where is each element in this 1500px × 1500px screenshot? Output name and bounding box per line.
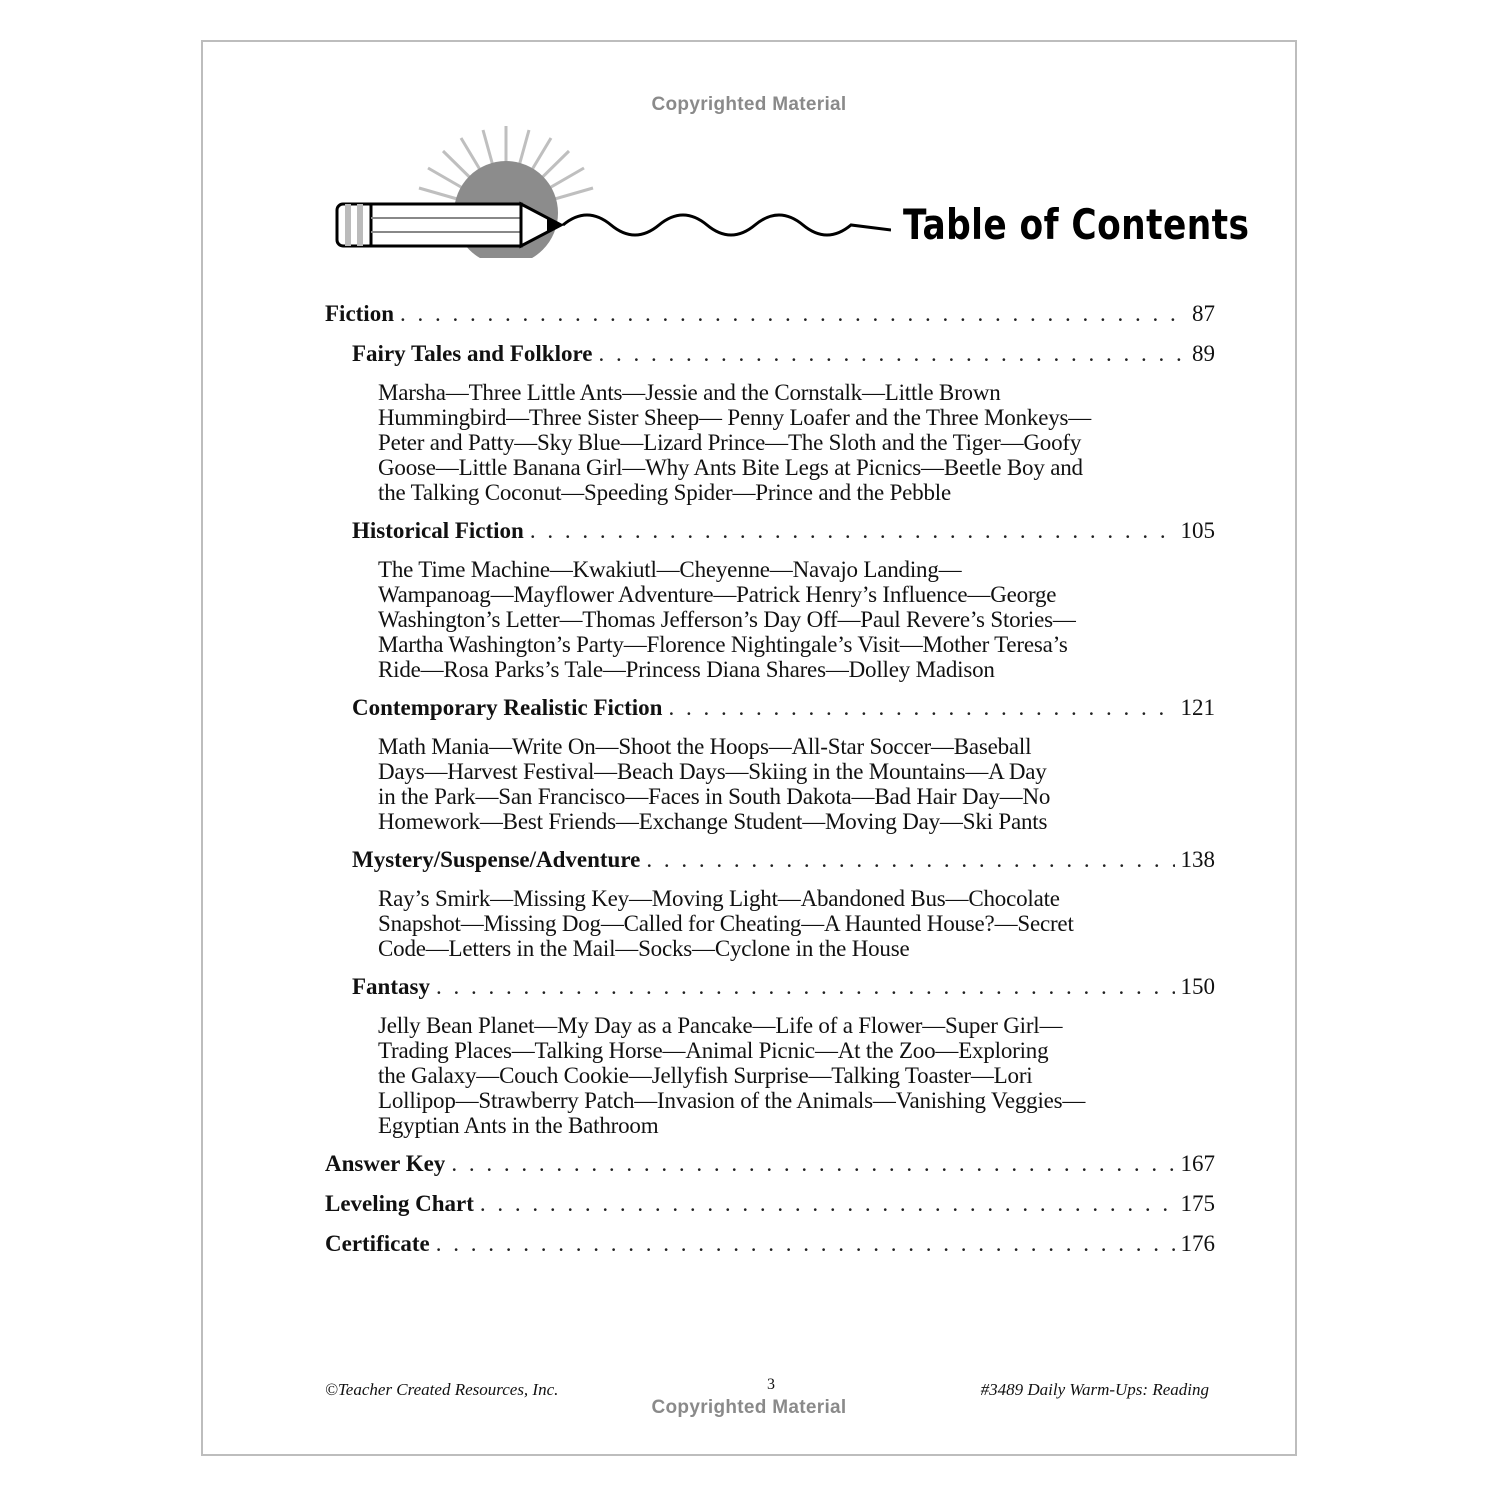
toc-label: Fantasy [352,974,430,999]
description-line: the Talking Coconut—Speeding Spider—Prince and the Pebble [378,480,951,505]
toc-page-number: 167 [1180,1151,1215,1176]
table-of-contents [325,288,1215,1258]
description-line: Martha Washington’s Party—Florence Nightingale’s Visit—Mother Teresa’s [378,632,1068,657]
leader-dots [646,846,1174,874]
leader-dots [436,973,1175,1001]
publisher-credit: ©Teacher Created Resources, Inc. [325,1380,559,1399]
description-line: Peter and Patty—Sky Blue—Lizard Prince—The Sloth and the Tiger—Goofy [378,430,1082,455]
description-line: Math Mania—Write On—Shoot the Hoops—All-Star Soccer—Baseball [378,734,1032,759]
description-line: Hummingbird—Three Sister Sheep— Penny Loafer and the Three Monkeys— [378,405,1092,430]
toc-label: Contemporary Realistic Fiction [352,695,663,720]
leader-dots [530,517,1175,545]
page-title: Table of Contents [903,200,1250,249]
leader-dots [400,300,1186,328]
pencil-icon [337,204,563,246]
pencil-sun-illustration [331,118,891,258]
toc-entry-contemporary-fiction[interactable] [325,694,1215,722]
toc-label: Fairy Tales and Folklore [352,341,593,366]
description-line: Days—Harvest Festival—Beach Days—Skiing in the Mountains—A Day [378,759,1047,784]
toc-entry-mystery[interactable] [325,846,1215,874]
description-line: Ray’s Smirk—Missing Key—Moving Light—Abandoned Bus—Chocolate [378,886,1060,911]
toc-page-number: 121 [1180,695,1215,720]
description-line: in the Park—San Francisco—Faces in South Dakota—Bad Hair Day—No [378,784,1051,809]
leader-dots [451,1150,1174,1178]
book-page [201,40,1297,1456]
description-line: Homework—Best Friends—Exchange Student—Moving Day—Ski Pants [378,809,1048,834]
page-number: 3 [767,1376,775,1393]
section-description-fairy-tales [325,380,1215,505]
leader-dots [480,1190,1175,1218]
toc-page-number: 89 [1192,341,1215,366]
toc-label: Historical Fiction [352,518,524,543]
toc-entry-fantasy[interactable] [325,973,1215,1001]
description-line: Lollipop—Strawberry Patch—Invasion of the Animals—Vanishing Veggies— [378,1088,1086,1113]
toc-label: Answer Key [325,1151,446,1176]
leader-dots [668,694,1174,722]
leader-dots [436,1230,1175,1258]
toc-label: Fiction [325,301,394,326]
toc-entry-fairy-tales[interactable] [325,340,1215,368]
toc-entry-certificate[interactable] [325,1230,1215,1258]
description-line: Wampanoag—Mayflower Adventure—Patrick Henry’s Influence—George [378,582,1057,607]
toc-label: Mystery/Suspense/Adventure [352,847,641,872]
section-description-mystery [325,886,1215,961]
section-description-fantasy [325,1013,1215,1138]
toc-label: Leveling Chart [325,1191,474,1216]
description-line: Snapshot—Missing Dog—Called for Cheating—A Haunted House?—Secret [378,911,1074,936]
description-line: Goose—Little Banana Girl—Why Ants Bite Legs at Picnics—Beetle Boy and [378,455,1083,480]
description-line: Washington’s Letter—Thomas Jefferson’s Day Off—Paul Revere’s Stories— [378,607,1076,632]
description-line: The Time Machine—Kwakiutl—Cheyenne—Navajo Landing— [378,557,962,582]
description-line: Trading Places—Talking Horse—Animal Picnic—At the Zoo—Exploring [378,1038,1049,1063]
squiggle-line [563,215,891,235]
leader-dots [598,340,1186,368]
toc-entry-fiction[interactable] [325,300,1215,328]
toc-page-number: 138 [1180,847,1215,872]
toc-entry-leveling-chart[interactable] [325,1190,1215,1218]
description-line: Code—Letters in the Mail—Socks—Cyclone in the House [378,936,910,961]
book-title-footer: #3489 Daily Warm-Ups: Reading [980,1380,1209,1399]
description-line: the Galaxy—Couch Cookie—Jellyfish Surprise—Talking Toaster—Lori [378,1063,1033,1088]
toc-entry-historical-fiction[interactable] [325,517,1215,545]
toc-page-number: 176 [1180,1231,1215,1256]
toc-page-number: 175 [1180,1191,1215,1216]
toc-page-number: 87 [1192,301,1215,326]
toc-page-number: 150 [1180,974,1215,999]
section-description-historical-fiction [325,557,1215,682]
toc-entry-answer-key[interactable] [325,1150,1215,1178]
description-line: Marsha—Three Little Ants—Jessie and the Cornstalk—Little Brown [378,380,1001,405]
toc-label: Certificate [325,1231,430,1256]
description-line: Ride—Rosa Parks’s Tale—Princess Diana Shares—Dolley Madison [378,657,995,682]
copyright-watermark-top: Copyrighted Material [651,94,847,115]
copyright-watermark-bottom: Copyrighted Material [651,1397,847,1418]
toc-page-number: 105 [1180,518,1215,543]
section-description-contemporary-fiction [325,734,1215,834]
description-line: Egyptian Ants in the Bathroom [378,1113,659,1138]
description-line: Jelly Bean Planet—My Day as a Pancake—Life of a Flower—Super Girl— [378,1013,1063,1038]
